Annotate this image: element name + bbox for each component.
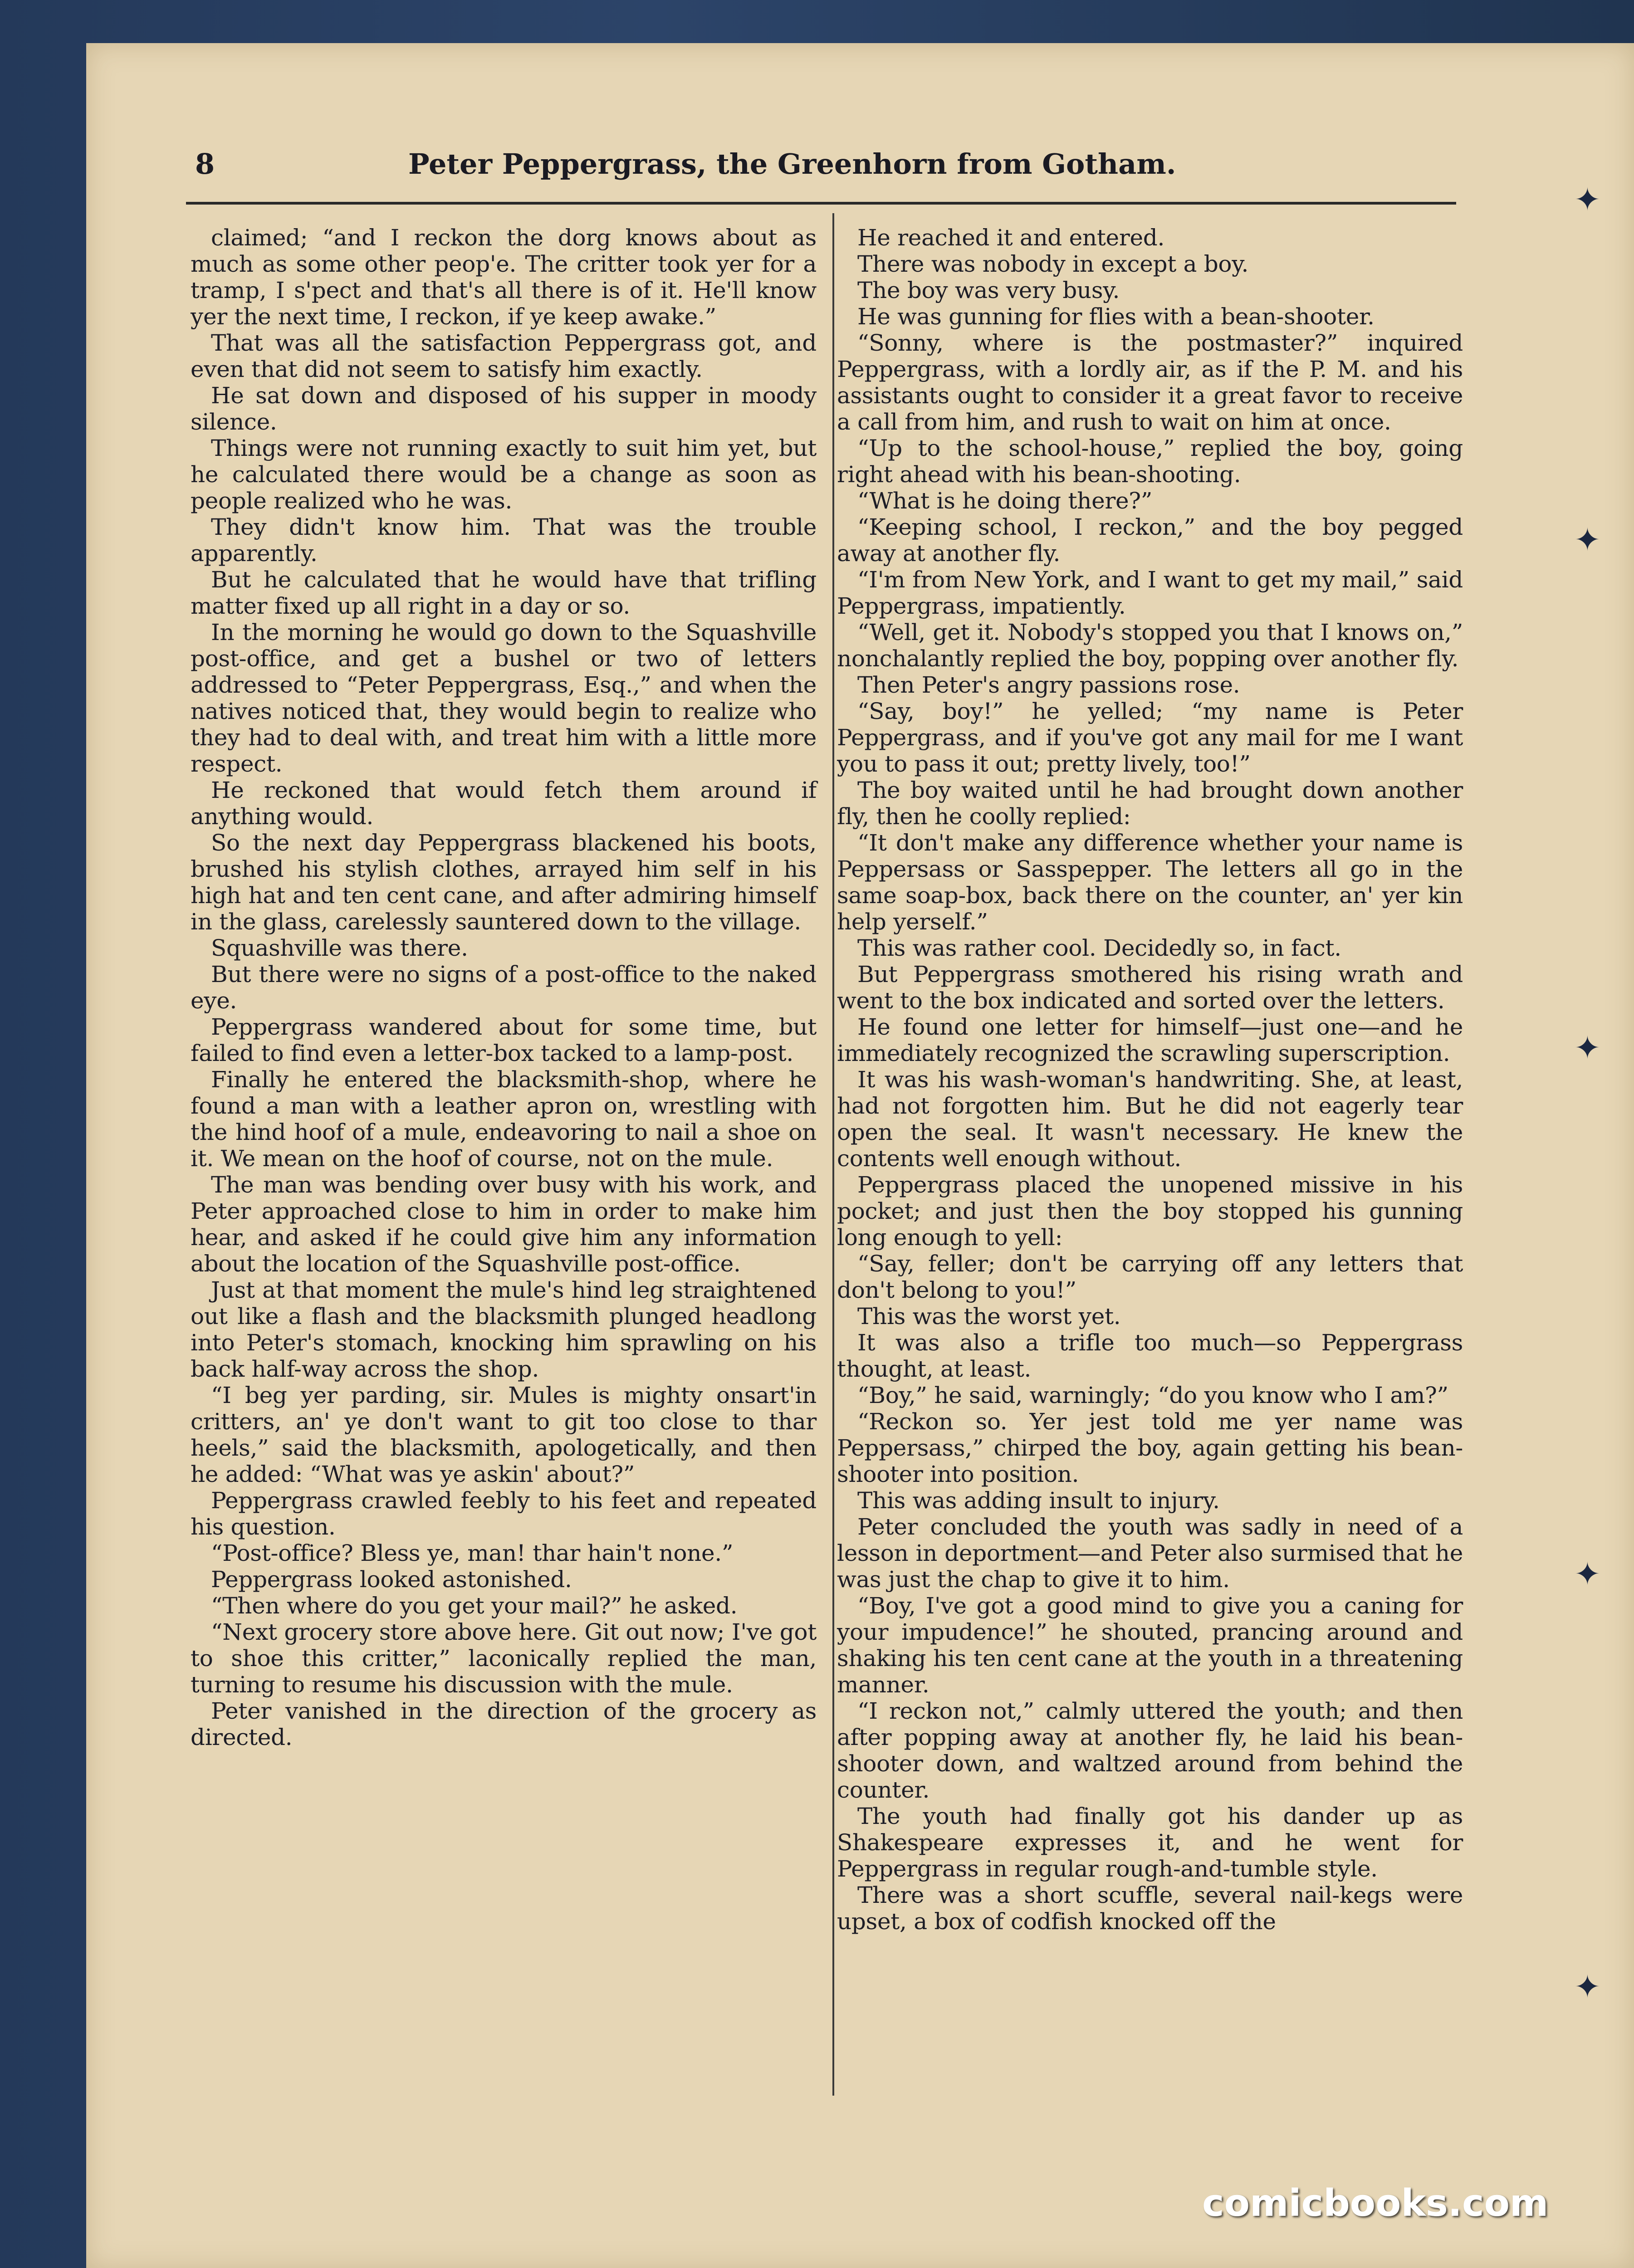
- paragraph: It was also a trifle too much—so Peppergrass thought, at least.: [837, 1330, 1463, 1382]
- binding-staple-icon: ✦: [1574, 1968, 1601, 2005]
- page-header: [191, 145, 1461, 195]
- paragraph: He reached it and entered.: [857, 225, 1165, 251]
- paragraph: Peter vanished in the direction of the grocery as directed.: [191, 1698, 817, 1750]
- paragraph: They didn't know him. That was the trouble apparently.: [191, 514, 817, 567]
- paragraph: “Say, boy!” he yelled; “my name is Peter Peppergrass, and if you've got any mail for me I want you to pass it out; pretty lively, too!”: [837, 698, 1463, 777]
- paragraph: He was gunning for flies with a bean-shooter.: [857, 303, 1375, 330]
- page-number: 8: [195, 147, 215, 181]
- paragraph: “Keeping school, I reckon,” and the boy pegged away at another fly.: [837, 514, 1463, 567]
- paragraph: “I beg yer parding, sir. Mules is mighty onsart'in critters, an' ye don't want to git too close to thar heels,” said the blacksmith, apologetically, and then he added: “What was ye askin' about?”: [191, 1382, 817, 1487]
- paragraph: Finally he entered the blacksmith-shop, where he found a man with a leather apron on, wrestling with the hind hoof of a mule, endeavoring to nail a shoe on it. We mean on the hoof of course, not on the mule.: [191, 1066, 817, 1172]
- paragraph: “Boy, I've got a good mind to give you a caning for your impudence!” he shouted, prancing around and shaking his ten cent cane at the youth in a threatening manner.: [837, 1593, 1463, 1698]
- paragraph: Then Peter's angry passions rose.: [857, 672, 1240, 698]
- paragraph: “Reckon so. Yer jest told me yer name was Peppersass,” chirped the boy, again getting his bean-shooter into position.: [837, 1408, 1463, 1487]
- paragraph: This was the worst yet.: [857, 1303, 1121, 1330]
- paragraph: He reckoned that would fetch them around if anything would.: [191, 777, 817, 830]
- paragraph: The boy was very busy.: [857, 277, 1120, 303]
- paragraph: So the next day Peppergrass blackened his boots, brushed his stylish clothes, arrayed him self in his high hat and ten cent cane, and after admiring himself in the glass, carelessly sauntered down to the village.: [191, 830, 817, 935]
- paragraph: claimed; “and I reckon the dorg knows about as much as some other peop'e. The critter took yer for a tramp, I s'pect and that's all there is of it. He'll know yer the next time, I reckon, if ye keep awake.”: [191, 225, 817, 330]
- paragraph: “What is he doing there?”: [857, 488, 1153, 514]
- paragraph: “I'm from New York, and I want to get my mail,” said Peppergrass, impatiently.: [837, 567, 1463, 619]
- right-column: [837, 225, 1463, 1935]
- paragraph: “Boy,” he said, warningly; “do you know who I am?”: [857, 1382, 1448, 1408]
- paragraph: “Well, get it. Nobody's stopped you that I knows on,” nonchalantly replied the boy, popping over another fly.: [837, 619, 1463, 672]
- paragraph: “Next grocery store above here. Git out now; I've got to shoe this critter,” laconically replied the man, turning to resume his discussion with the mule.: [191, 1619, 817, 1698]
- paragraph: In the morning he would go down to the Squashville post-office, and get a bushel or two of letters addressed to “Peter Peppergrass, Esq.,” and when the natives noticed that, they would begin to realize who they had to deal with, and treat him with a little more respect.: [191, 619, 817, 777]
- paragraph: That was all the satisfaction Peppergrass got, and even that did not seem to satisfy him exactly.: [191, 330, 817, 382]
- paragraph: “Up to the school-house,” replied the boy, going right ahead with his bean-shooting.: [837, 435, 1463, 488]
- paragraph: It was his wash-woman's handwriting. She, at least, had not forgotten him. But he did not eagerly tear open the seal. It wasn't necessary. He knew the contents well enough without.: [837, 1066, 1463, 1172]
- paragraph: Squashville was there.: [211, 935, 468, 961]
- paragraph: Peter concluded the youth was sadly in need of a lesson in deportment—and Peter also surmised that he was just the chap to give it to him.: [837, 1514, 1463, 1593]
- paragraph: The man was bending over busy with his work, and Peter approached close to him in order to make him hear, and asked if he could give him any information about the location of the Squashville post-office.: [191, 1172, 817, 1277]
- paragraph: Just at that moment the mule's hind leg straightened out like a flash and the blacksmith plunged headlong into Peter's stomach, knocking him sprawling on his back half-way across the shop.: [191, 1277, 817, 1382]
- left-column: [191, 225, 817, 1750]
- paragraph: Things were not running exactly to suit him yet, but he calculated there would be a change as soon as people realized who he was.: [191, 435, 817, 514]
- binding-staple-icon: ✦: [1574, 1029, 1601, 1066]
- paragraph: There was a short scuffle, several nail-kegs were upset, a box of codfish knocked off the: [837, 1882, 1463, 1935]
- paragraph: There was nobody in except a boy.: [857, 251, 1249, 277]
- binding-staple-icon: ✦: [1574, 521, 1601, 558]
- paragraph: This was rather cool. Decidedly so, in fact.: [857, 935, 1341, 961]
- paragraph: “Then where do you get your mail?” he asked.: [211, 1593, 738, 1619]
- paragraph: “Sonny, where is the postmaster?” inquired Peppergrass, with a lordly air, as if the P. M. and his assistants ought to consider it a great favor to receive a call from him, and rush to wait on him at once.: [837, 330, 1463, 435]
- paragraph: But Peppergrass smothered his rising wrath and went to the box indicated and sorted over the letters.: [837, 961, 1463, 1014]
- paragraph: But there were no signs of a post-office to the naked eye.: [191, 961, 817, 1014]
- paragraph: Peppergrass crawled feebly to his feet and repeated his question.: [191, 1487, 817, 1540]
- paragraph: “I reckon not,” calmly uttered the youth; and then after popping away at another fly, he laid his bean-shooter down, and waltzed around from behind the counter.: [837, 1698, 1463, 1803]
- paragraph: “It don't make any difference whether your name is Peppersass or Sasspepper. The letters all go in the same soap-box, back there on the counter, an' yer kin help yerself.”: [837, 830, 1463, 935]
- paragraph: “Say, feller; don't be carrying off any letters that don't belong to you!”: [837, 1251, 1463, 1303]
- paragraph: “Post-office? Bless ye, man! thar hain't none.”: [211, 1540, 734, 1566]
- paragraph: He sat down and disposed of his supper in moody silence.: [191, 382, 817, 435]
- paragraph: Peppergrass looked astonished.: [211, 1566, 572, 1593]
- watermark: comicbooks.com: [1202, 2182, 1549, 2225]
- column-divider: [832, 213, 834, 2096]
- paragraph: This was adding insult to injury.: [857, 1487, 1220, 1514]
- binding-staple-icon: ✦: [1574, 181, 1601, 218]
- running-title: Peter Peppergrass, the Greenhorn from Gotham.: [408, 147, 1176, 181]
- paragraph: He found one letter for himself—just one—and he immediately recognized the scrawling superscription.: [837, 1014, 1463, 1066]
- paragraph: The youth had finally got his dander up as Shakespeare expresses it, and he went for Peppergrass in regular rough-and-tumble style.: [837, 1803, 1463, 1882]
- paragraph: Peppergrass placed the unopened missive in his pocket; and just then the boy stopped his gunning long enough to yell:: [837, 1172, 1463, 1251]
- paragraph: But he calculated that he would have that trifling matter fixed up all right in a day or so.: [191, 567, 817, 619]
- binding-staple-icon: ✦: [1574, 1555, 1601, 1593]
- header-rule: [186, 202, 1456, 205]
- paragraph: Peppergrass wandered about for some time, but failed to find even a letter-box tacked to a lamp-post.: [191, 1014, 817, 1066]
- paragraph: The boy waited until he had brought down another fly, then he coolly replied:: [837, 777, 1463, 830]
